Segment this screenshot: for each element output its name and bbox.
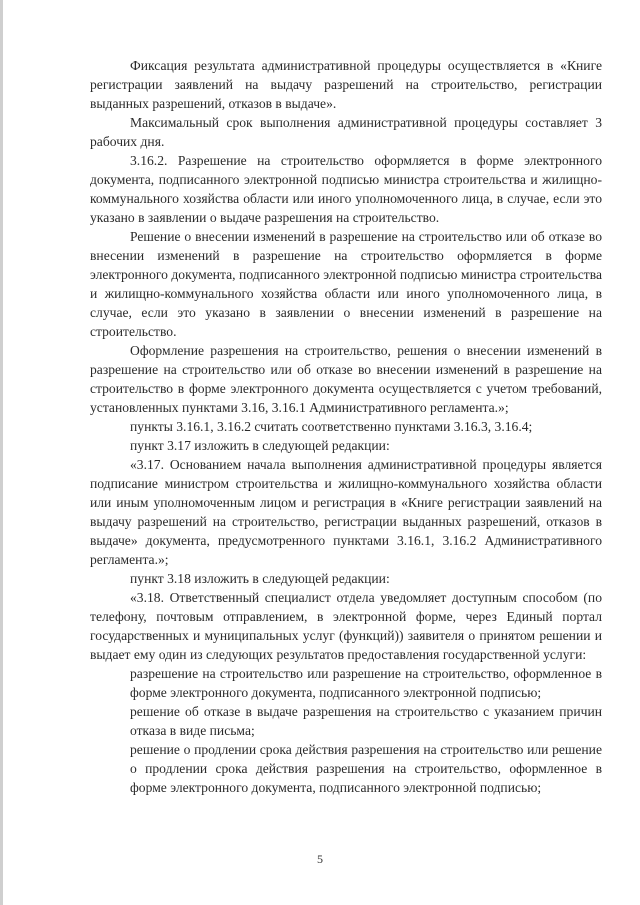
paragraph-renumbering: пункты 3.16.1, 3.16.2 считать соответственно пунктами 3.16.3, 3.16.4; (130, 419, 533, 434)
paragraph-3-18-intro: пункт 3.18 изложить в следующей редакции: (130, 571, 390, 586)
paragraph-3-17: «3.17. Основанием начала выполнения административной процедуры является подписание министром строительства и жилищно-коммунального хозяйства области или иным уполномоченным лицом и регистрация в «Книге регистрации заявлений на выдачу разрешений на строительство, регистрации выданных разрешений, отказов в выдаче» документа, предусмотренного пунктами 3.16.1, 3.16.2 Административного регламента.»; (90, 457, 602, 567)
list-item-refusal: решение об отказе в выдаче разрешения на строительство с указанием причин отказа в виде письма; (130, 704, 602, 738)
paragraph-max-term: Максимальный срок выполнения административной процедуры составляет 3 рабочих дня. (90, 115, 602, 149)
list-item-extension: решение о продлении срока действия разрешения на строительство или решение о продлении срока действия разрешения на строительство, оформленное в форме электронного документа, подписанного электронной подписью; (130, 742, 602, 795)
page-number: 5 (317, 852, 323, 866)
document-body (90, 56, 602, 797)
page-edge (0, 0, 3, 905)
paragraph-fixation: Фиксация результата административной процедуры осуществляется в «Книге регистрации заявлений на выдачу разрешений на строительство, регистрации выданных разрешений, отказов в выдаче». (90, 58, 602, 111)
paragraph-3-16-2: 3.16.2. Разрешение на строительство оформляется в форме электронного документа, подписанного электронной подписью министра строительства и жилищно-коммунального хозяйства области или иного уполномоченного лица, в случае, если это указано в заявлении о выдаче разрешения на строительство. (90, 153, 602, 225)
list-item-permit: разрешение на строительство или разрешение на строительство, оформленное в форме электронного документа, подписанного электронной подписью; (130, 666, 602, 700)
paragraph-formalization: Оформление разрешения на строительство, решения о внесении изменений в разрешение на строительство или об отказе во внесении изменений в разрешение на строительство в форме электронного документа осуществляется с учетом требований, установленных пунктами 3.16, 3.16.1 Административного регламента.»; (90, 343, 602, 415)
paragraph-changes-decision: Решение о внесении изменений в разрешение на строительство или об отказе во внесении изменений в разрешение на строительство оформляется в форме электронного документа, подписанного электронной подписью министра строительства и жилищно-коммунального хозяйства области или иного уполномоченного лица, в случае, если это указано в заявлении о внесении изменений в разрешение на строительство. (90, 229, 602, 339)
paragraph-3-18: «3.18. Ответственный специалист отдела уведомляет доступным способом (по телефону, почтовым отправлением, в электронной форме, через Единый портал государственных и муниципальных услуг (функций)) заявителя о принятом решении и выдает ему один из следующих результатов предоставления государственной услуги: (90, 590, 602, 662)
paragraph-3-17-intro: пункт 3.17 изложить в следующей редакции: (130, 438, 390, 453)
